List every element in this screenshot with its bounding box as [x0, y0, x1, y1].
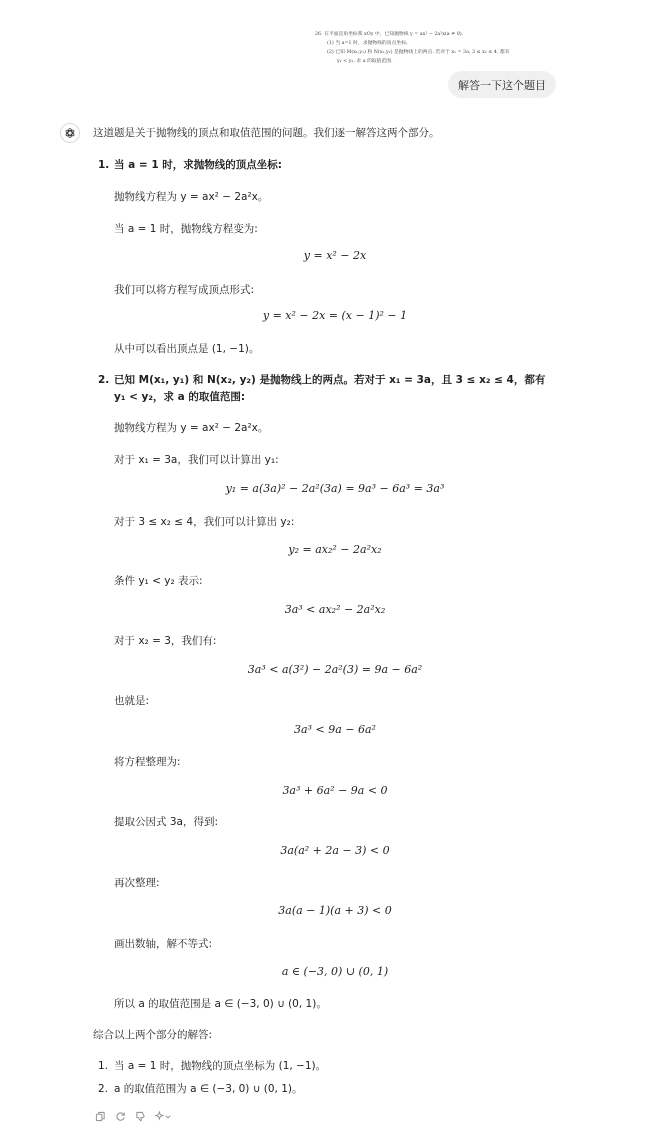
- equation: y = x² − 2x = (x − 1)² − 1: [262, 309, 408, 322]
- user-message-text: 解答一下这个题目: [458, 78, 546, 92]
- equation: 3a³ < ax₂² − 2a²x₂: [284, 603, 386, 616]
- text-line: 当 a = 1 时，抛物线方程变为:: [114, 223, 258, 235]
- message-action-toolbar: [94, 1110, 172, 1122]
- part1-heading: 当 a = 1 时，求抛物线的顶点坐标:: [114, 159, 283, 171]
- text-line: 对于 3 ≤ x₂ ≤ 4，我们可以计算出 y₂:: [114, 516, 295, 528]
- assistant-avatar: [60, 123, 80, 143]
- equation: a ∈ (−3, 0) ∪ (0, 1): [281, 965, 389, 978]
- summary-item: a 的取值范围为 a ∈ (−3, 0) ∪ (0, 1)。: [114, 1083, 303, 1095]
- equation: y = x² − 2x: [303, 249, 367, 262]
- thumbs-down-icon: [135, 1111, 146, 1122]
- text-line: 对于 x₁ = 3a，我们可以计算出 y₁:: [114, 454, 279, 466]
- equation: 3a³ < 9a − 6a²: [294, 723, 376, 736]
- part2-heading-cont: y₁ < y₂，求 a 的取值范围:: [114, 391, 246, 403]
- text-line: 提取公因式 3a，得到:: [114, 816, 218, 828]
- text-line: 再次整理:: [114, 877, 160, 889]
- equation: 3a(a − 1)(a + 3) < 0: [278, 904, 392, 917]
- equation: y₂ = ax₂² − 2a²x₂: [288, 543, 382, 556]
- thumbs-down-button[interactable]: [134, 1110, 146, 1122]
- problem-attachment-image[interactable]: [315, 30, 547, 74]
- regenerate-icon: [115, 1111, 126, 1122]
- part2-heading: 已知 M(x₁, y₁) 和 N(x₂, y₂) 是抛物线上的两点。若对于 x₁ = 3a，且 3 ≤ x₂ ≤ 4，都有: [114, 374, 546, 386]
- regenerate-button[interactable]: [114, 1110, 126, 1122]
- text-line: 抛物线方程为 y = ax² − 2a²x。: [114, 422, 269, 434]
- equation: 3a³ < a(3²) − 2a²(3) = 9a − 6a²: [247, 663, 423, 676]
- problem-line: y₁ < y₂, 求 a 的取值范围.: [337, 59, 393, 64]
- answer-intro: 这道题是关于抛物线的顶点和取值范围的问题。我们逐一解答这两个部分。: [93, 127, 440, 139]
- list-number: 1.: [98, 1060, 109, 1072]
- text-line: 将方程整理为:: [114, 756, 181, 768]
- user-message-bubble: [448, 71, 556, 98]
- copy-icon: [95, 1111, 106, 1122]
- list-number: 2.: [98, 1083, 109, 1095]
- openai-logo-icon: [64, 127, 76, 139]
- equation: 3a(a² + 2a − 3) < 0: [280, 844, 390, 857]
- copy-button[interactable]: [94, 1110, 106, 1122]
- text-line: 我们可以将方程写成顶点形式:: [114, 284, 255, 296]
- problem-line: 26. 在平面直角坐标系 xOy 中，已知抛物线 y = ax² − 2a²x(a ≠ 0).: [315, 32, 464, 37]
- list-number: 2.: [98, 374, 110, 386]
- summary-intro: 综合以上两个部分的解答:: [93, 1029, 213, 1041]
- equation: 3a³ + 6a² − 9a < 0: [282, 784, 388, 797]
- text-line: 从中可以看出顶点是 (1, −1)。: [114, 343, 260, 355]
- problem-line: (2) 已知 M(x₁,y₁) 和 N(x₂,y₂) 是抛物线上的两点. 若对于 x₁ = 3a, 3 ≤ x₂ ≤ 4, 都有: [327, 50, 510, 55]
- equation: y₁ = a(3a)² − 2a²(3a) = 9a³ − 6a³ = 3a³: [225, 482, 445, 495]
- text-line: 画出数轴，解不等式:: [114, 938, 213, 950]
- problem-line: (1) 当 a=1 时，求抛物线的顶点坐标;: [327, 41, 408, 46]
- model-switch-button[interactable]: [154, 1110, 172, 1122]
- text-line: 所以 a 的取值范围是 a ∈ (−3, 0) ∪ (0, 1)。: [114, 998, 327, 1010]
- list-number: 1.: [98, 159, 110, 171]
- text-line: 抛物线方程为 y = ax² − 2a²x。: [114, 191, 269, 203]
- text-line: 条件 y₁ < y₂ 表示:: [114, 575, 203, 587]
- summary-item: 当 a = 1 时，抛物线的顶点坐标为 (1, −1)。: [114, 1060, 327, 1072]
- text-line: 也就是:: [114, 695, 150, 707]
- sparkle-menu-icon: [154, 1111, 172, 1122]
- text-line: 对于 x₂ = 3，我们有:: [114, 635, 217, 647]
